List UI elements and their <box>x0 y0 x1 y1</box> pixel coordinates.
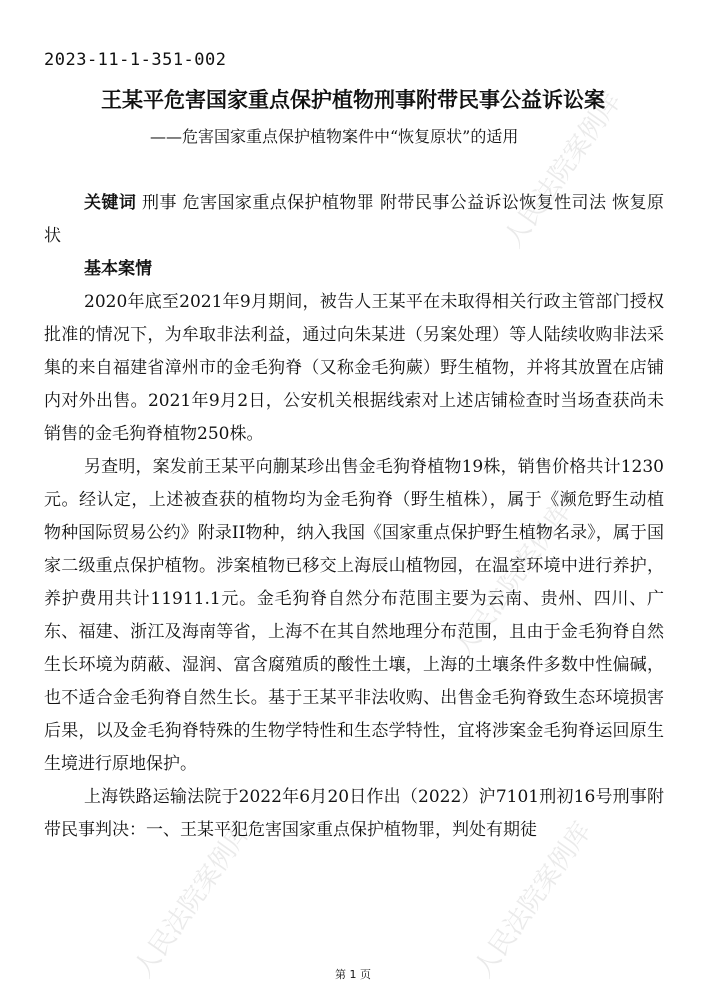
paragraph: 另查明，案发前王某平向蒯某珍出售金毛狗脊植物19株，销售价格共计1230元。经认定，上述被查获的植物均为金毛狗脊（野生植株），属于《濒危野生动植物种国际贸易公约》附录II物种，纳入我国《国家重点保护野生植物名录》，属于国家二级重点保护植物。涉案植物已移交上海辰山植物园，在温室环境中进行养护，养护费用共计11911.1元。金毛狗脊自然分布范围主要为云南、贵州、四川、广东、福建、浙江及海南等省，上海不在其自然地理分布范围，且由于金毛狗脊自然生长环境为荫蔽、湿润、富含腐殖质的酸性土壤，上海的土壤条件多数中性偏碱，也不适合金毛狗脊自然生长。基于王某平非法收购、出售金毛狗脊致生态环境损害后果，以及金毛狗脊特殊的生物学特性和生态学特性，宜将涉案金毛狗脊运回原生生境进行原地保护。 <box>44 457 664 774</box>
page-number: 第 1 页 <box>335 968 371 981</box>
watermark: 人民法院案例库 <box>498 86 628 254</box>
keywords <box>44 187 664 253</box>
document-subtitle: ——危害国家重点保护植物案件中“恢复原状”的适用 <box>150 127 519 146</box>
paragraph: 上海铁路运输法院于2022年6月20日作出（2022）沪7101刑初16号刑事附带民事判决：一、王某平犯危害国家重点保护植物罪，判处有期徒 <box>44 787 664 840</box>
watermark: 人民法院案例库 <box>128 816 258 984</box>
section-heading: 基本案情 <box>84 259 152 279</box>
watermark: 人民法院案例库 <box>448 496 578 664</box>
watermark: 人民法院案例库 <box>468 816 598 984</box>
paragraph: 2020年底至2021年9月期间，被告人王某平在未取得相关行政主管部门授权批准的情况下，为牟取非法利益，通过向朱某进（另案处理）等人陆续收购非法采集的来自福建省漳州市的金毛狗脊（又称金毛狗蕨）野生植物，并将其放置在店铺内对外出售。2021年9月2日，公安机关根据线索对上述店铺检查时当场查获尚未销售的金毛狗脊植物250株。 <box>44 292 664 444</box>
keywords-text: 刑事 危害国家重点保护植物罪 附带民事公益诉讼恢复性司法 恢复原状 <box>44 193 664 246</box>
document-id: 2023-11-1-351-002 <box>44 50 227 70</box>
keywords-label: 关键词 <box>84 193 137 213</box>
document-title: 王某平危害国家重点保护植物刑事附带民事公益诉讼案 <box>101 88 605 112</box>
document-body <box>44 187 664 847</box>
